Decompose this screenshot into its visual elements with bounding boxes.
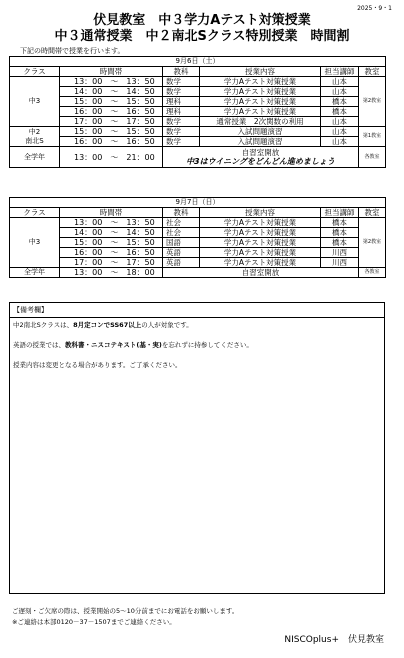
teacher-cell: 山本 [321, 77, 359, 87]
room-cell: 各教室 [359, 147, 386, 168]
class-cell: 全学年 [10, 268, 60, 278]
col-header: 教科 [163, 67, 200, 77]
time-cell: 15：00 ～ 15：50 [60, 238, 163, 248]
subject-cell: 社会 [163, 228, 200, 238]
time-cell: 14：00 ～ 14：50 [60, 87, 163, 97]
table-row [10, 218, 386, 228]
brand-label: NISCOplus+ 伏見教室 [284, 635, 384, 645]
table-row [10, 238, 386, 248]
table-row [10, 268, 386, 278]
teacher-cell: 橋本 [321, 97, 359, 107]
teacher-cell: 山本 [321, 127, 359, 137]
note-emphasis: 8月定コンでSS67以上 [73, 321, 142, 329]
table-row [10, 248, 386, 258]
time-cell: 14：00 ～ 14：50 [60, 228, 163, 238]
table-row [10, 87, 386, 97]
col-header: 教室 [359, 67, 386, 77]
note-text: 中2南北Sクラスは、 [13, 321, 74, 329]
class-cell: 中3 [10, 218, 60, 268]
note-emphasis: 教科書・ニスコテキスト(基・実) [65, 341, 162, 349]
subject-cell: 数学 [163, 137, 200, 147]
time-cell: 13：00 ～ 13：50 [60, 218, 163, 228]
note-line [13, 320, 193, 329]
col-header: 時間帯 [60, 67, 163, 77]
content-cell: 学力Aテスト対策授業 [200, 248, 321, 258]
note-line [13, 340, 253, 349]
note-text: の人が対象です。 [141, 321, 193, 329]
subject-cell: 理科 [163, 107, 200, 117]
content-cell [163, 147, 359, 168]
room-cell: 第1教室 [359, 127, 386, 147]
col-header: 担当講師 [321, 208, 359, 218]
content-cell: 学力Aテスト対策授業 [200, 97, 321, 107]
footer-contact-note: ご遅刻・ご欠席の際は、授業開始の5～10分前までにお電話をお願いします。 [12, 607, 239, 615]
time-cell: 15：00 ～ 15：50 [60, 97, 163, 107]
time-cell: 16：00 ～ 16：50 [60, 107, 163, 117]
subject-cell: 数学 [163, 87, 200, 97]
issue-date: 2025・9・1 [357, 5, 392, 12]
content-cell: 自習室開放 [163, 268, 359, 278]
schedule-table-day1 [9, 56, 386, 168]
col-header: クラス [10, 208, 60, 218]
header-row [10, 208, 386, 218]
note-text: 英語の授業では、 [13, 341, 65, 349]
subject-cell: 理科 [163, 97, 200, 107]
content-cell: 学力Aテスト対策授業 [200, 228, 321, 238]
teacher-cell: 橋本 [321, 218, 359, 228]
page-title: 伏見教室 中３学力Aテスト対策授業 [93, 13, 311, 28]
time-cell: 15：00 ～ 15：50 [60, 127, 163, 137]
page-subtitle: 中３通常授業 中２南北Sクラス特別授業 時間割 [54, 29, 350, 44]
class-cell: 中3 [10, 77, 60, 127]
room-cell: 各教室 [359, 268, 386, 278]
teacher-cell: 川西 [321, 248, 359, 258]
content-cell: 学力Aテスト対策授業 [200, 77, 321, 87]
teacher-cell: 橋本 [321, 107, 359, 117]
table-row [10, 77, 386, 87]
col-header: 教室 [359, 208, 386, 218]
class-cell [10, 127, 60, 147]
col-header: 担当講師 [321, 67, 359, 77]
table-row [10, 258, 386, 268]
footer-phone-note: ※ご連絡は本部0120－37－1507までご連絡ください。 [12, 618, 176, 626]
subject-cell: 数学 [163, 117, 200, 127]
table-row [10, 117, 386, 127]
notes-heading: 【備考欄】 [10, 303, 384, 318]
time-cell: 13：00 ～ 13：50 [60, 77, 163, 87]
teacher-cell: 橋本 [321, 228, 359, 238]
time-cell: 16：00 ～ 16：50 [60, 137, 163, 147]
emphasis-text: 中3はウイニングをどんどん進めましょう [186, 157, 335, 166]
content-text: 自習室開放 [241, 148, 280, 157]
subject-cell: 数学 [163, 127, 200, 137]
table-row [10, 127, 386, 137]
day-label: 9月7日（日） [10, 198, 386, 208]
col-header: 時間帯 [60, 208, 163, 218]
content-cell: 学力Aテスト対策授業 [200, 258, 321, 268]
content-cell: 入試問題演習 [200, 137, 321, 147]
intro-text: 下記の時間帯で授業を行います。 [20, 47, 125, 55]
teacher-cell: 山本 [321, 87, 359, 97]
note-line: 授業内容は変更となる場合があります。ご了承ください。 [13, 361, 182, 369]
class-line: 中2 [28, 127, 41, 136]
subject-cell: 数学 [163, 77, 200, 87]
class-line: 南北S [25, 136, 44, 145]
note-text: を忘れずに持参してください。 [161, 341, 253, 349]
table-row [10, 137, 386, 147]
room-cell: 第2教室 [359, 77, 386, 127]
teacher-cell: 川西 [321, 258, 359, 268]
col-header: クラス [10, 67, 60, 77]
schedule-table-day2 [9, 197, 386, 278]
time-cell: 13：00 ～ 21：00 [60, 147, 163, 168]
content-cell: 学力Aテスト対策授業 [200, 87, 321, 97]
time-cell: 13：00 ～ 18：00 [60, 268, 163, 278]
table-row [10, 228, 386, 238]
content-cell: 通常授業 2次関数の利用 [200, 117, 321, 127]
table-row [10, 147, 386, 168]
content-cell: 学力Aテスト対策授業 [200, 218, 321, 228]
table-row [10, 97, 386, 107]
class-cell: 全学年 [10, 147, 60, 168]
subject-cell: 国語 [163, 238, 200, 248]
teacher-cell: 山本 [321, 137, 359, 147]
time-cell: 17：00 ～ 17：50 [60, 117, 163, 127]
subject-cell: 社会 [163, 218, 200, 228]
table-row [10, 107, 386, 117]
content-cell: 学力Aテスト対策授業 [200, 107, 321, 117]
col-header: 授業内容 [200, 208, 321, 218]
content-cell: 入試問題演習 [200, 127, 321, 137]
subject-cell: 英語 [163, 248, 200, 258]
day-label: 9月6日（土） [10, 57, 386, 67]
content-cell: 学力Aテスト対策授業 [200, 238, 321, 248]
teacher-cell: 山本 [321, 117, 359, 127]
teacher-cell: 橋本 [321, 238, 359, 248]
room-cell: 第2教室 [359, 218, 386, 268]
col-header: 教科 [163, 208, 200, 218]
header-row [10, 67, 386, 77]
col-header: 授業内容 [200, 67, 321, 77]
time-cell: 16：00 ～ 16：50 [60, 248, 163, 258]
notes-box [9, 302, 385, 594]
time-cell: 17：00 ～ 17：50 [60, 258, 163, 268]
subject-cell: 英語 [163, 258, 200, 268]
